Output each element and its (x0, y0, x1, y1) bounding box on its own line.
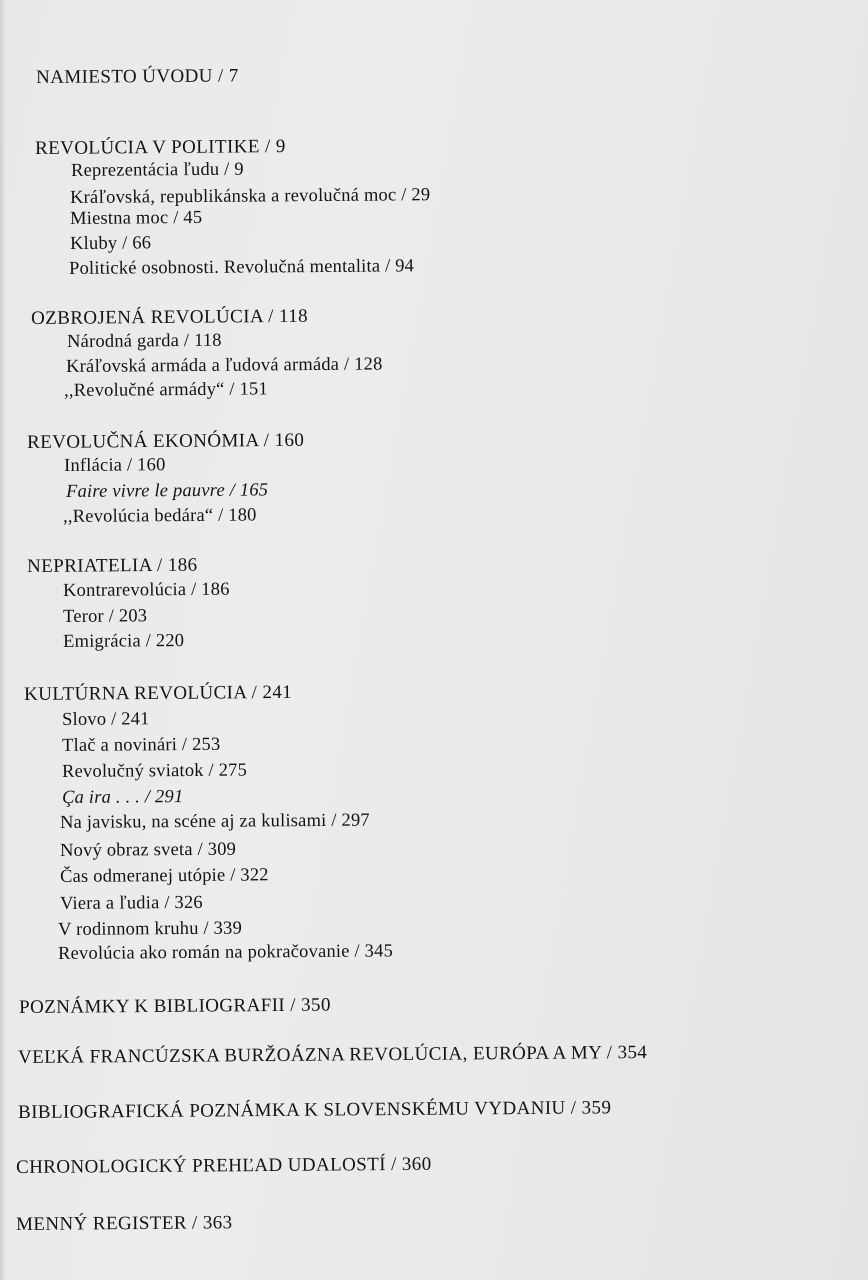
toc-closing-entry: CHRONOLOGICKÝ PREHĽAD UDALOSTÍ / 360 (15, 1153, 432, 1178)
toc-entry: Miestna moc / 45 (69, 207, 203, 229)
toc-section-title: REVOLÚCIA V POLITIKE / 9 (34, 136, 286, 159)
toc-entry: Kluby / 66 (69, 233, 152, 254)
toc-closing-entry: VEĽKÁ FRANCÚZSKA BURŽOÁZNA REVOLÚCIA, EURÓPA A MY / 354 (17, 1042, 648, 1068)
page-edge-shadow (0, 0, 6, 1280)
toc-section-title: OZBROJENÁ REVOLÚCIA / 118 (30, 305, 309, 329)
toc-entry: Kráľovská armáda a ľudová armáda / 128 (65, 354, 383, 377)
toc-entry: Kráľovská, republikánska a revolučná moc / 29 (69, 185, 431, 208)
toc-intro: NAMIESTO ÚVODU / 7 (35, 65, 239, 88)
toc-entry: Tlač a novinári / 253 (61, 734, 221, 756)
toc-entry: Reprezentácia ľudu / 9 (70, 159, 244, 181)
toc-entry: Čas odmeranej utópie / 322 (59, 865, 269, 887)
toc-entry: Slovo / 241 (61, 709, 150, 730)
toc-entry: ,,Revolučné armády“ / 151 (63, 379, 268, 401)
toc-entry: Na javisku, na scéne aj za kulisami / 297 (59, 810, 370, 833)
toc-entry: Národná garda / 118 (66, 330, 222, 352)
toc-entry: Teror / 203 (62, 606, 148, 627)
toc-entry: Revolúcia ako román na pokračovanie / 345 (57, 941, 394, 964)
toc-entry: ,,Revolúcia bedára“ / 180 (62, 505, 257, 527)
toc-entry: Emigrácia / 220 (62, 631, 185, 652)
toc-entry: V rodinnom kruhu / 339 (57, 918, 243, 940)
toc-entry: Faire vivre le pauvre / 165 (65, 480, 269, 502)
toc-entry: Viera a ľudia / 326 (59, 892, 203, 914)
toc-section-title: REVOLUČNÁ EKONÓMIA / 160 (26, 429, 305, 453)
toc-entry: Revolučný sviatok / 275 (61, 760, 248, 782)
toc-closing-entry: BIBLIOGRAFICKÁ POZNÁMKA K SLOVENSKÉMU VYDANIU / 359 (17, 1097, 612, 1123)
toc-entry: Ça ira . . . / 291 (61, 787, 184, 808)
toc-entry: Inflácia / 160 (63, 455, 166, 476)
toc-section-title: NEPRIATELIA / 186 (26, 554, 198, 577)
toc-section-title: KULTÚRNA REVOLÚCIA / 241 (23, 681, 293, 705)
toc-closing-entry: MENNÝ REGISTER / 363 (15, 1212, 233, 1235)
toc-closing-entry: POZNÁMKY K BIBLIOGRAFII / 350 (18, 994, 331, 1018)
toc-entry: Nový obraz sveta / 309 (59, 839, 237, 861)
toc-entry: Politické osobnosti. Revolučná mentalita / 94 (68, 256, 415, 279)
toc-entry: Kontrarevolúcia / 186 (62, 579, 230, 601)
